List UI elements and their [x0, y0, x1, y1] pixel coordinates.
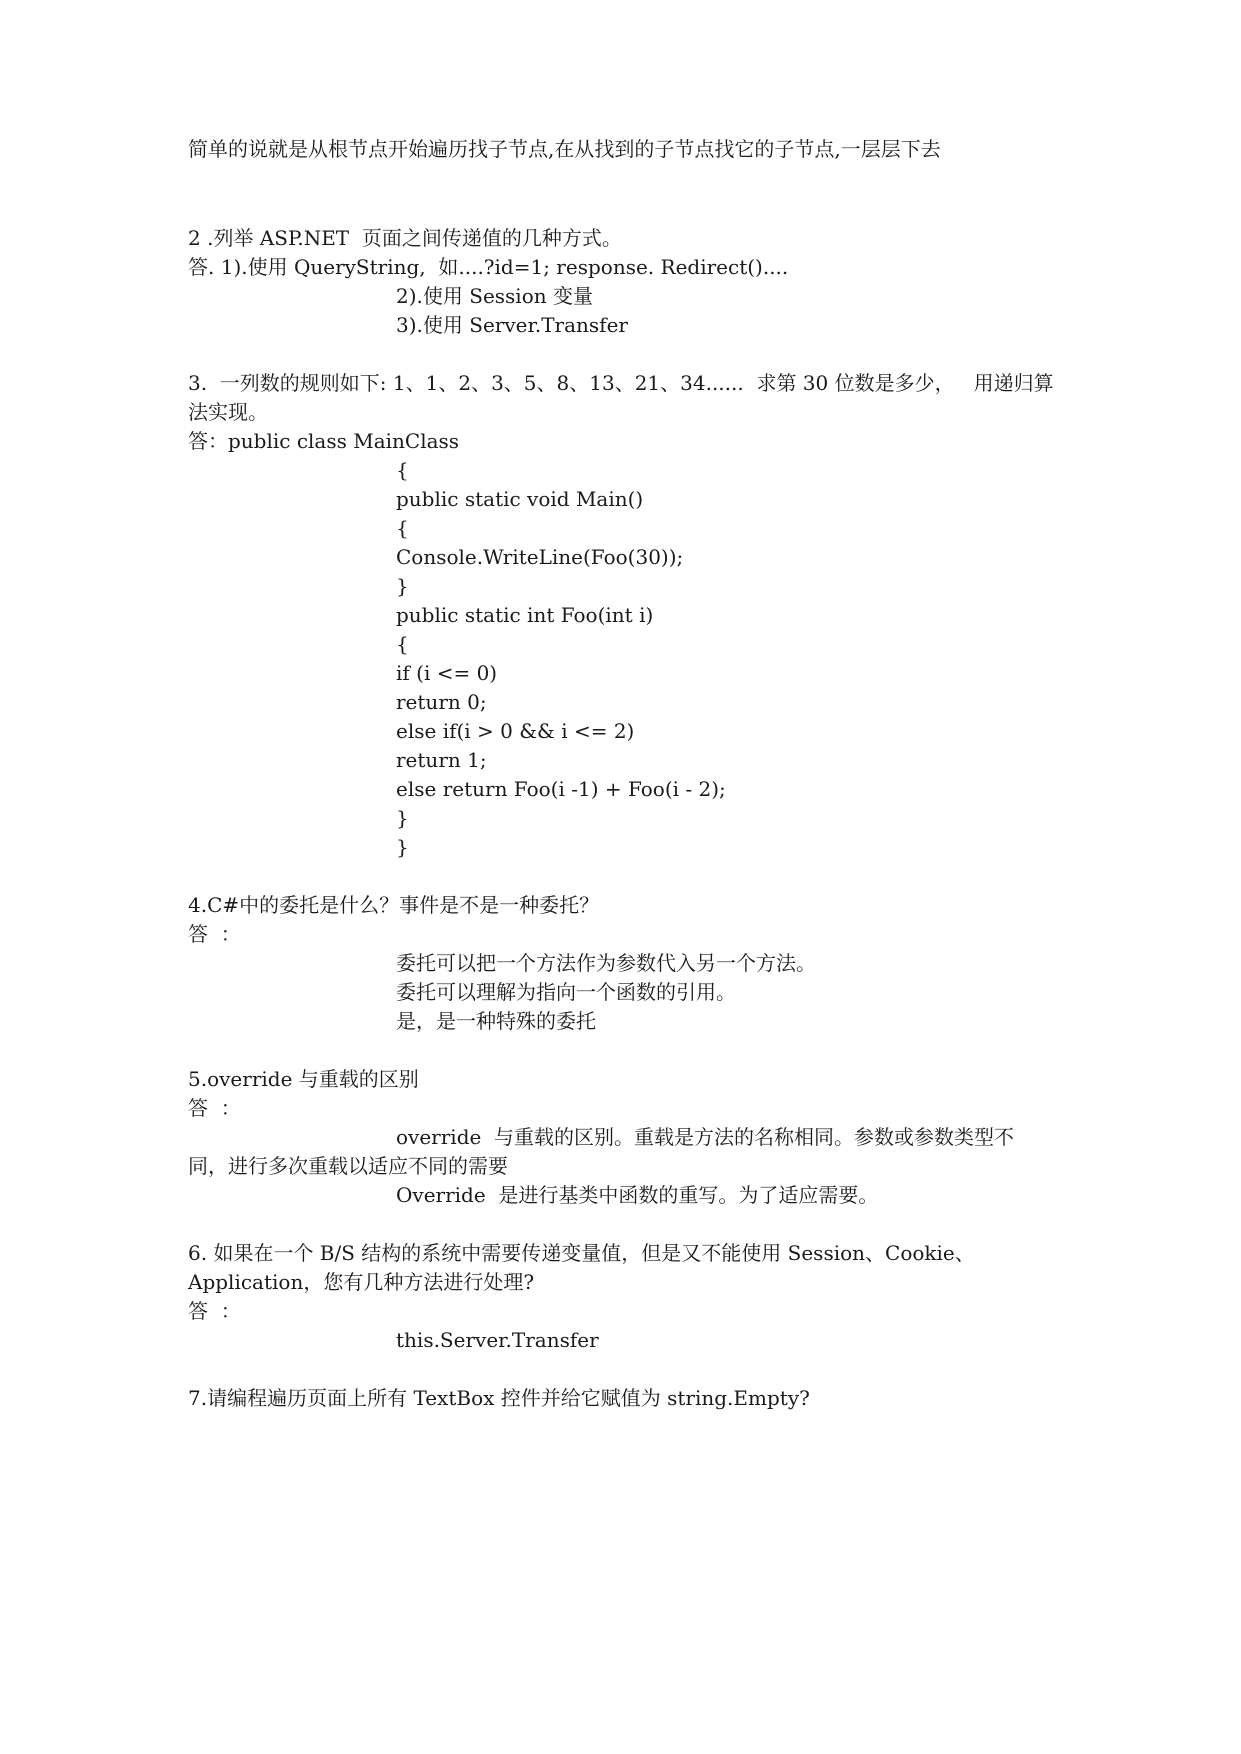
question-6-line-1: 6. 如果在一个 B/S 结构的系统中需要传递变量值，但是又不能使用 Session、Cookie、: [188, 1241, 975, 1265]
answer-2-line-1: 答. 1).使用 QueryString, 如....?id=1; response. Redirect()....: [188, 255, 789, 279]
code-line: if (i <= 0): [396, 661, 498, 685]
code-line: {: [396, 516, 409, 540]
code-line: public static int Foo(int i): [396, 603, 654, 627]
code-line: return 1;: [396, 748, 487, 772]
answer-6-line-1: this.Server.Transfer: [396, 1328, 599, 1352]
code-line: {: [396, 458, 409, 482]
answer-5-label: 答 ：: [188, 1096, 241, 1120]
code-line: }: [396, 574, 409, 598]
question-3-line-2: 法实现。: [188, 400, 268, 424]
code-line: public static void Main(): [396, 487, 644, 511]
code-line: else return Foo(i -1) + Foo(i - 2);: [396, 777, 726, 801]
answer-2-line-2: 2).使用 Session 变量: [396, 284, 593, 308]
question-6-line-2: Application，您有几种方法进行处理?: [188, 1270, 535, 1294]
code-line: return 0;: [396, 690, 487, 714]
code-line: }: [396, 835, 409, 859]
question-7: 7.请编程遍历页面上所有 TextBox 控件并给它赋值为 string.Empty?: [188, 1386, 810, 1410]
answer-3-label: 答：public class MainClass: [188, 429, 460, 453]
code-line: {: [396, 632, 409, 656]
answer-5-line-2: Override 是进行基类中函数的重写。为了适应需要。: [396, 1183, 879, 1207]
answer-4-label: 答 ：: [188, 922, 241, 946]
answer-6-label: 答 ：: [188, 1299, 241, 1323]
question-2: 2 .列举 ASP.NET 页面之间传递值的几种方式。: [188, 226, 622, 250]
answer-4-line-3: 是，是一种特殊的委托: [396, 1009, 596, 1033]
question-4: 4.C#中的委托是什么？事件是不是一种委托？: [188, 893, 600, 917]
question-3-line-1: 3. 一列数的规则如下: 1、1、2、3、5、8、13、21、34...... 求第 30 位数是多少， 用递归算: [188, 371, 1054, 395]
intro-paragraph: 简单的说就是从根节点开始遍历找子节点,在从找到的子节点找它的子节点,一层层下去: [188, 137, 941, 161]
answer-2-line-3: 3).使用 Server.Transfer: [396, 313, 628, 337]
code-line: else if(i > 0 && i <= 2): [396, 719, 635, 743]
code-line: }: [396, 806, 409, 830]
question-5: 5.override 与重载的区别: [188, 1067, 419, 1091]
answer-5-line-1-continued: 同，进行多次重载以适应不同的需要: [188, 1154, 508, 1178]
code-line: Console.WriteLine(Foo(30));: [396, 545, 684, 569]
answer-4-line-2: 委托可以理解为指向一个函数的引用。: [396, 980, 736, 1004]
answer-5-line-1: override 与重载的区别。重载是方法的名称相同。参数或参数类型不: [396, 1125, 1015, 1149]
answer-4-line-1: 委托可以把一个方法作为参数代入另一个方法。: [396, 951, 816, 975]
